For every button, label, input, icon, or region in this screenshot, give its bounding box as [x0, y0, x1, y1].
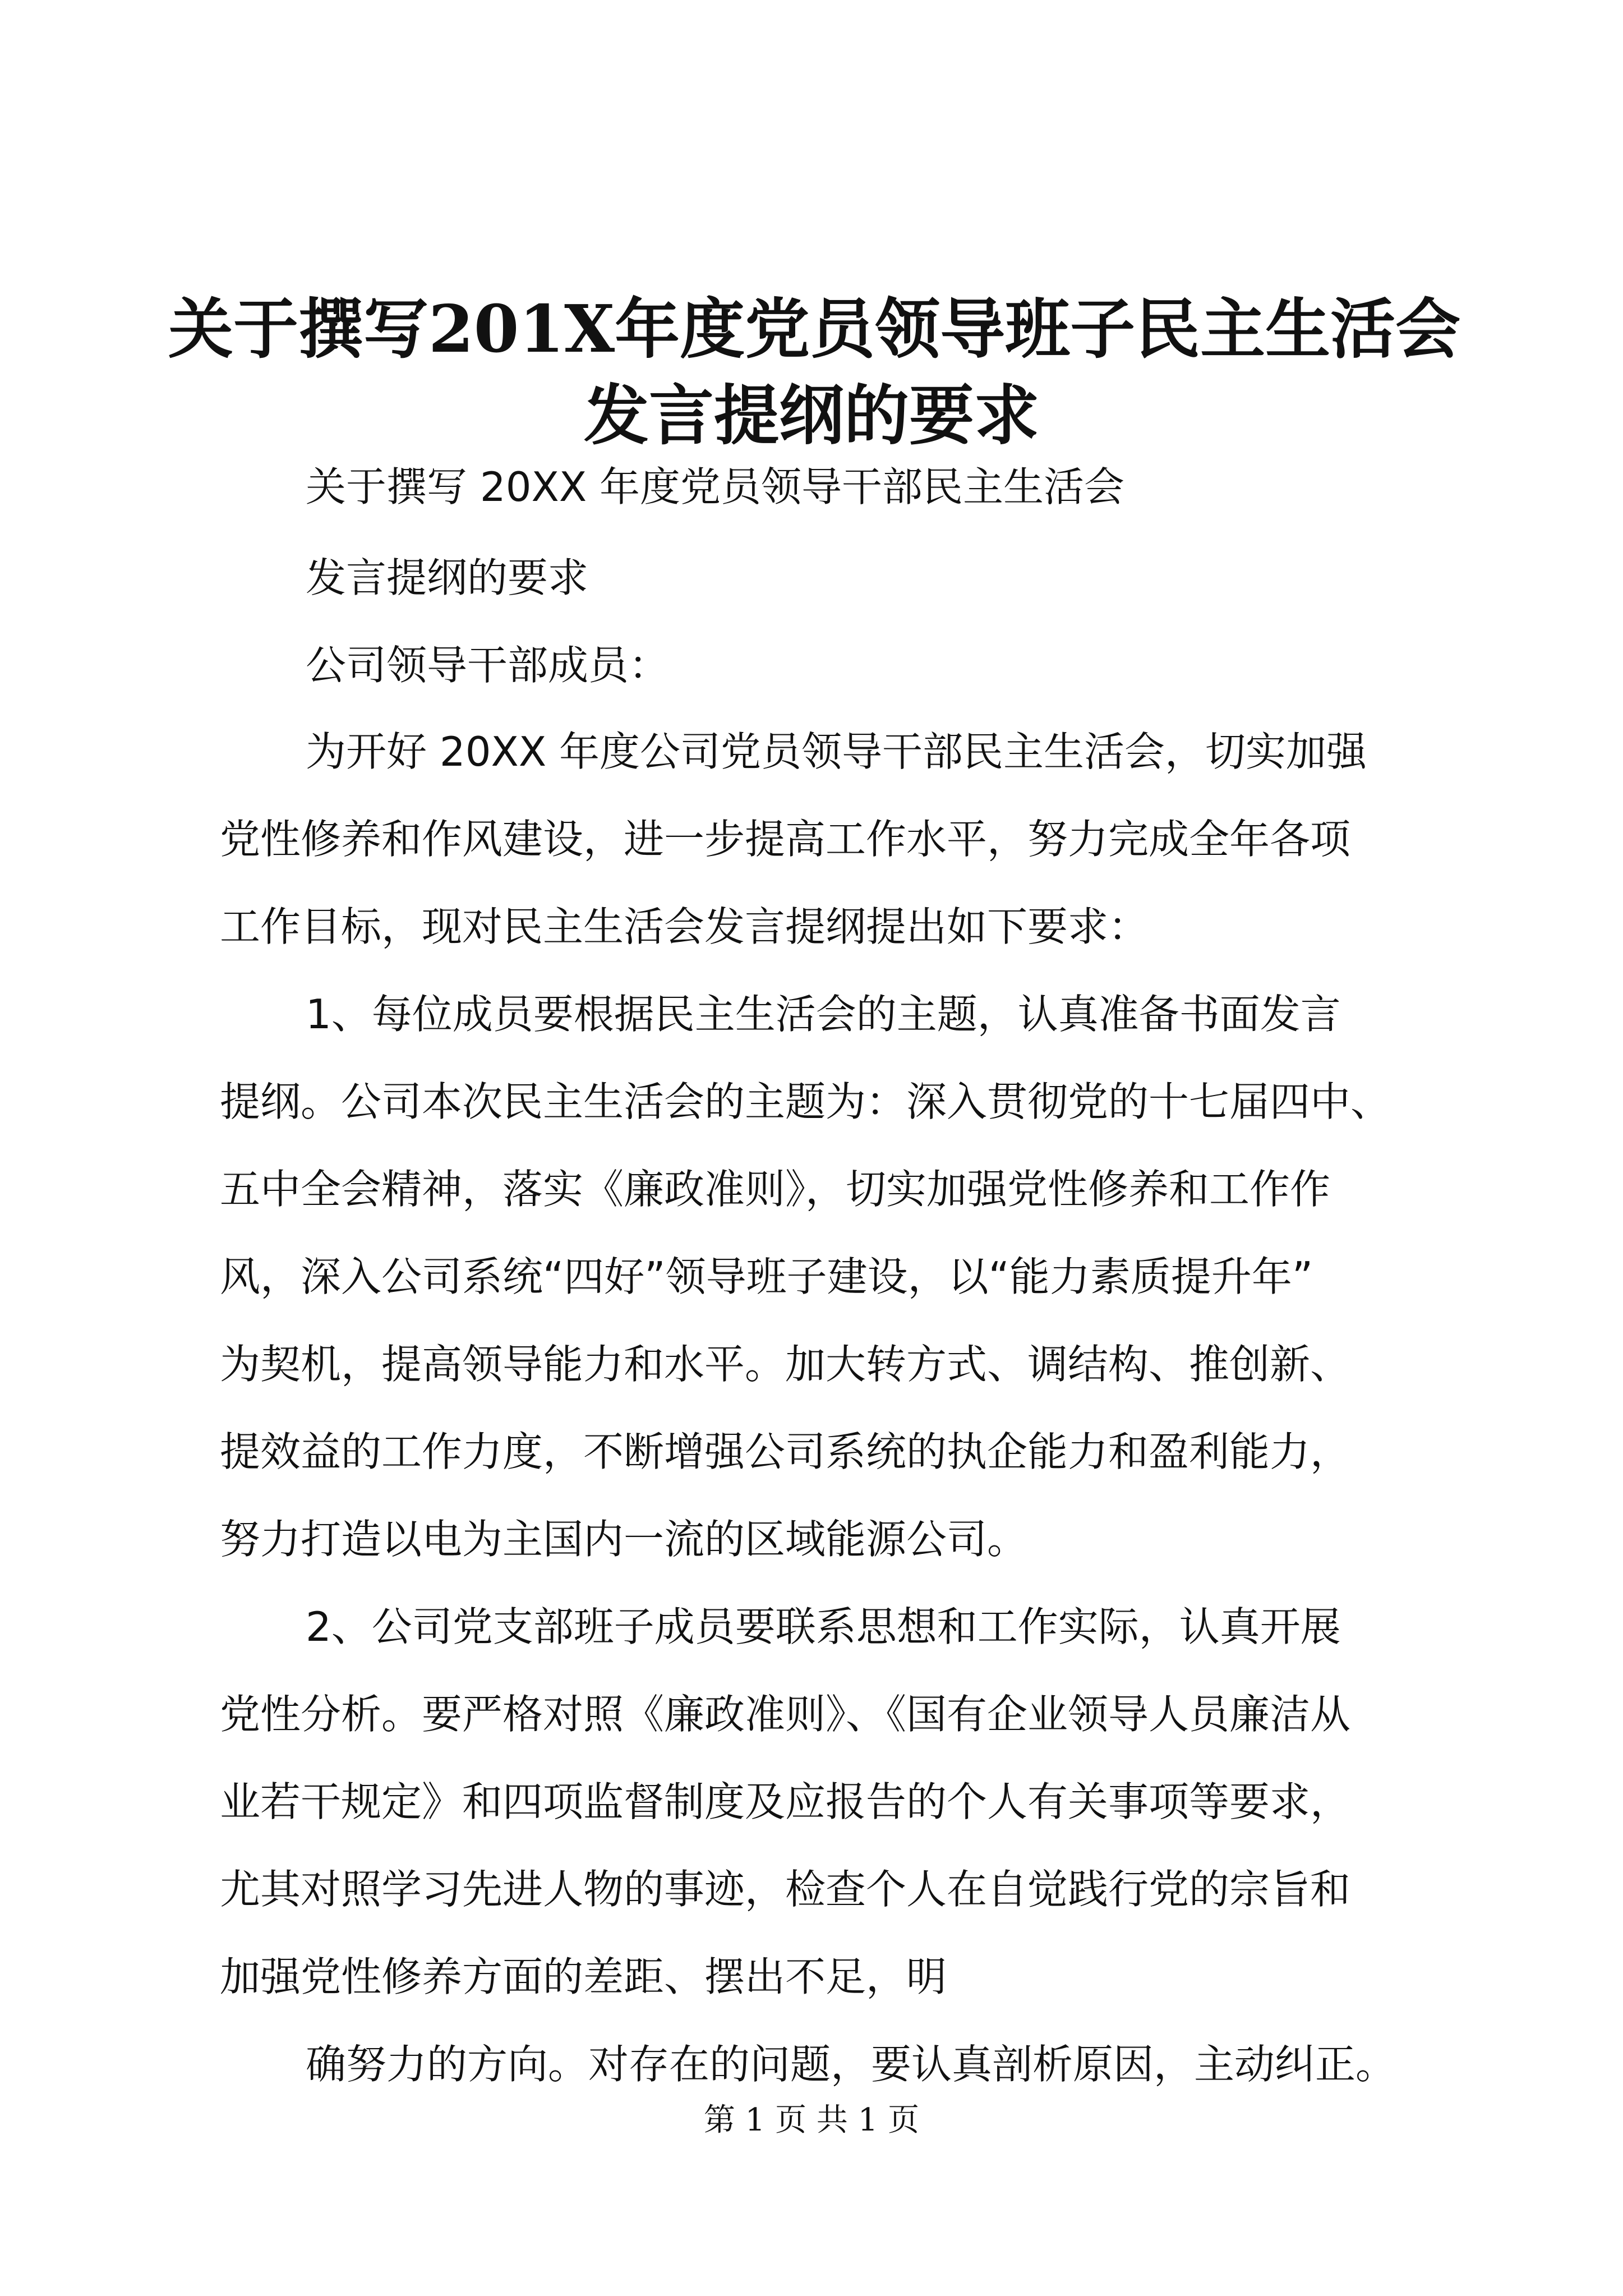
- body-line: 2、公司党支部班子成员要联系思想和工作实际，认真开展: [306, 1603, 1341, 1650]
- document-title-line-2: 发言提纲的要求: [584, 378, 1039, 454]
- body-line: 风，深入公司系统“四好”领导班子建设，以“能力素质提升年”: [220, 1253, 1313, 1300]
- body-line: 为契机，提高领导能力和水平。加大转方式、调结构、推创新、: [220, 1341, 1351, 1388]
- document-title-line-1: 关于撰写201X年度党员领导班子民主生活会: [168, 291, 1461, 367]
- body-line: 党性分析。要严格对照《廉政准则》、《国有企业领导人员廉洁从: [220, 1691, 1351, 1738]
- body-line: 公司领导干部成员：: [306, 642, 670, 689]
- body-line: 努力打造以电为主国内一流的区域能源公司。: [220, 1516, 1028, 1563]
- body-line: 1、每位成员要根据民主生活会的主题，认真准备书面发言: [306, 991, 1341, 1038]
- body-line: 五中全会精神，落实《廉政准则》，切实加强党性修养和工作作: [220, 1166, 1331, 1213]
- body-line: 尤其对照学习先进人物的事迹，检查个人在自觉践行党的宗旨和: [220, 1866, 1351, 1913]
- body-line: 党性修养和作风建设，进一步提高工作水平，努力完成全年各项: [220, 816, 1351, 863]
- body-line: 发言提纲的要求: [306, 554, 589, 601]
- body-line: 为开好 20XX 年度公司党员领导干部民主生活会，切实加强: [306, 728, 1367, 775]
- body-line: 业若干规定》和四项监督制度及应报告的个人有关事项等要求，: [220, 1778, 1351, 1825]
- body-line: 提纲。公司本次民主生活会的主题为：深入贯彻党的十七届四中、: [220, 1078, 1391, 1125]
- body-line: 确努力的方向。对存在的问题，要认真剖析原因，主动纠正。: [306, 2041, 1396, 2088]
- body-line: 提效益的工作力度，不断增强公司系统的执企能力和盈利能力，: [220, 1428, 1351, 1475]
- body-line: 加强党性修养方面的差距、摆出不足，明: [220, 1953, 947, 2000]
- page-footer: 第 1 页 共 1 页: [703, 2102, 920, 2138]
- body-line: 工作目标，现对民主生活会发言提纲提出如下要求：: [220, 903, 1149, 950]
- body-line: 关于撰写 20XX 年度党员领导干部民主生活会: [306, 463, 1125, 510]
